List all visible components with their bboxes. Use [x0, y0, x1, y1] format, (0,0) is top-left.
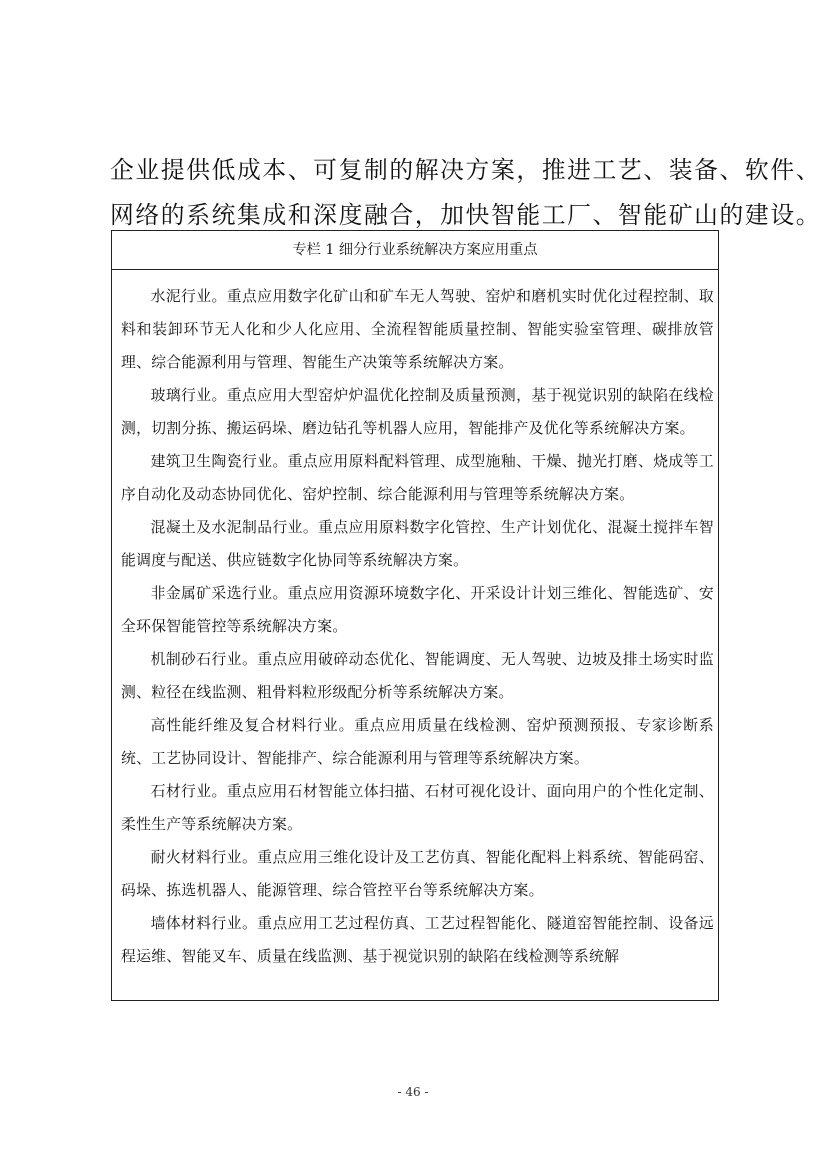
intro-line-1: 企业提供低成本、可复制的解决方案，推进工艺、装备、软件、 [110, 156, 822, 184]
box-body [112, 270, 718, 973]
page-number: - 46 - [397, 1085, 429, 1099]
paragraph-wall-materials: 墙体材料行业。重点应用工艺过程仿真、工艺过程智能化、隧道窑智能控制、设备远程运维、智能叉车、质量在线监测、基于视觉识别的缺陷在线检测等系统解 [121, 915, 714, 965]
paragraph-refractory: 耐火材料行业。重点应用三维化设计及工艺仿真、智能化配料上料系统、智能码窑、码垛、拣选机器人、能源管理、综合管控平台等系统解决方案。 [121, 849, 714, 899]
paragraph-stone: 石材行业。重点应用石材智能立体扫描、石材可视化设计、面向用户的个性化定制、柔性生产等系统解决方案。 [121, 783, 714, 833]
sidebar-box [111, 230, 719, 1001]
paragraph-fiber-composite: 高性能纤维及复合材料行业。重点应用质量在线检测、窑炉预测预报、专家诊断系统、工艺协同设计、智能排产、综合能源利用与管理等系统解决方案。 [121, 717, 714, 767]
paragraph-sand-gravel: 机制砂石行业。重点应用破碎动态优化、智能调度、无人驾驶、边坡及排土场实时监测、粒径在线监测、粗骨料粒形级配分析等系统解决方案。 [121, 651, 714, 701]
box-title: 专栏 1 细分行业系统解决方案应用重点 [112, 231, 718, 270]
paragraph-glass: 玻璃行业。重点应用大型窑炉炉温优化控制及质量预测，基于视觉识别的缺陷在线检测，切割分拣、搬运码垛、磨边钻孔等机器人应用，智能排产及优化等系统解决方案。 [121, 387, 714, 437]
paragraph-cement: 水泥行业。重点应用数字化矿山和矿车无人驾驶、窑炉和磨机实时优化过程控制、取料和装卸环节无人化和少人化应用、全流程智能质量控制、智能实验室管理、碳排放管理、综合能源利用与管理、智能生产决策等系统解决方案。 [121, 288, 714, 371]
paragraph-nonmetal-mining: 非金属矿采选行业。重点应用资源环境数字化、开采设计计划三维化、智能选矿、安全环保智能管控等系统解决方案。 [121, 585, 714, 635]
intro-line-2: 网络的系统集成和深度融合，加快智能工厂、智能矿山的建设。 [110, 201, 822, 229]
paragraph-concrete: 混凝土及水泥制品行业。重点应用原料数字化管控、生产计划优化、混凝土搅拌车智能调度与配送、供应链数字化协同等系统解决方案。 [121, 519, 714, 569]
intro-text [110, 148, 822, 238]
paragraph-ceramics: 建筑卫生陶瓷行业。重点应用原料配料管理、成型施釉、干燥、抛光打磨、烧成等工序自动化及动态协同优化、窑炉控制、综合能源利用与管理等系统解决方案。 [121, 453, 714, 503]
